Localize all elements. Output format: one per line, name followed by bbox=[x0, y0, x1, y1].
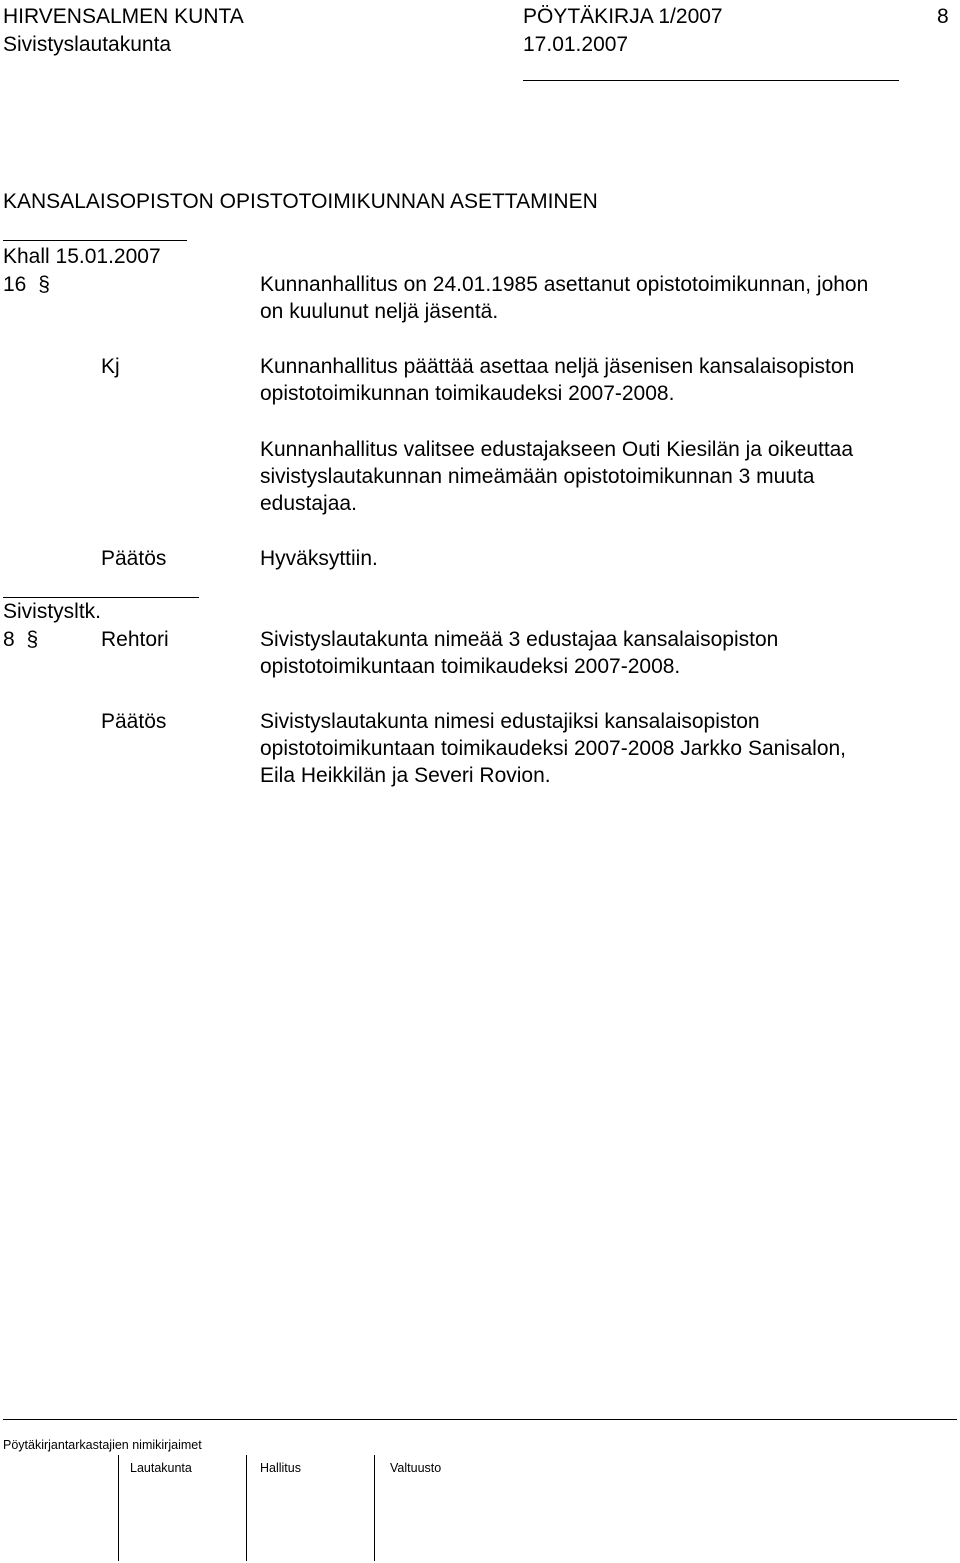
sivistysltk-decision-label: Päätös bbox=[101, 710, 167, 733]
header-rule bbox=[523, 80, 899, 81]
footer-divider-2 bbox=[246, 1455, 247, 1561]
footer-lautakunta-label: Lautakunta bbox=[130, 1461, 192, 1475]
footer-rule bbox=[3, 1419, 957, 1420]
committee-name: Sivistyslautakunta bbox=[3, 33, 172, 56]
document-title: PÖYTÄKIRJA 1/2007 bbox=[523, 5, 723, 28]
footer-valtuusto-label: Valtuusto bbox=[390, 1461, 442, 1475]
presenter-label: Rehtori bbox=[101, 628, 169, 651]
khall-number-value: 16 bbox=[3, 273, 27, 296]
sivistysltk-decision-line3: Eila Heikkilän ja Severi Rovion. bbox=[260, 764, 551, 787]
khall-rule bbox=[3, 240, 187, 241]
khall-decision-text: Hyväksyttiin. bbox=[260, 547, 378, 570]
khall-paragraph-line2: sivistyslautakunnan nimeämään opistotoimikunnan 3 muuta bbox=[260, 465, 815, 488]
sivistysltk-number-value: 8 bbox=[3, 628, 15, 651]
sivistysltk-decision-line2: opistotoimikuntaan toimikaudeksi 2007-2008 Jarkko Sanisalon, bbox=[260, 737, 847, 760]
footer-initials-label: Pöytäkirjantarkastajien nimikirjaimet bbox=[3, 1438, 202, 1452]
municipality-name: HIRVENSALMEN KUNTA bbox=[3, 5, 244, 28]
khall-intro-line1: Kunnanhallitus on 24.01.1985 asettanut opistotoimikunnan, johon bbox=[260, 273, 869, 296]
footer-hallitus-label: Hallitus bbox=[260, 1461, 301, 1475]
khall-number bbox=[3, 271, 50, 298]
khall-paragraph-line3: edustajaa. bbox=[260, 492, 357, 515]
khall-paragraph-line1: Kunnanhallitus valitsee edustajakseen Outi Kiesilän ja oikeuttaa bbox=[260, 438, 854, 461]
sivistysltk-decision-line1: Sivistyslautakunta nimesi edustajiksi kansalaisopiston bbox=[260, 710, 760, 733]
page-number: 8 bbox=[937, 5, 949, 28]
section-title: KANSALAISOPISTON OPISTOTOIMIKUNNAN ASETTAMINEN bbox=[3, 190, 598, 213]
sivistysltk-number bbox=[3, 626, 38, 653]
kj-proposal-line2: opistotoimikunnan toimikaudeksi 2007-2008. bbox=[260, 382, 675, 405]
khall-intro-line2: on kuulunut neljä jäsentä. bbox=[260, 300, 499, 323]
khall-heading: Khall 15.01.2007 bbox=[3, 245, 161, 268]
paragraph-sign: § bbox=[26, 628, 39, 651]
khall-decision-label: Päätös bbox=[101, 547, 167, 570]
sivistysltk-proposal-line1: Sivistyslautakunta nimeää 3 edustajaa kansalaisopiston bbox=[260, 628, 779, 651]
kj-label: Kj bbox=[101, 355, 120, 378]
footer-divider-1 bbox=[118, 1455, 119, 1561]
sivistysltk-heading: Sivistysltk. bbox=[3, 600, 102, 623]
footer-divider-3 bbox=[374, 1455, 375, 1561]
sivistysltk-proposal-line2: opistotoimikuntaan toimikaudeksi 2007-2008. bbox=[260, 655, 681, 678]
kj-proposal-line1: Kunnanhallitus päättää asettaa neljä jäsenisen kansalaisopiston bbox=[260, 355, 855, 378]
meeting-date: 17.01.2007 bbox=[523, 33, 629, 56]
paragraph-sign: § bbox=[38, 273, 50, 296]
